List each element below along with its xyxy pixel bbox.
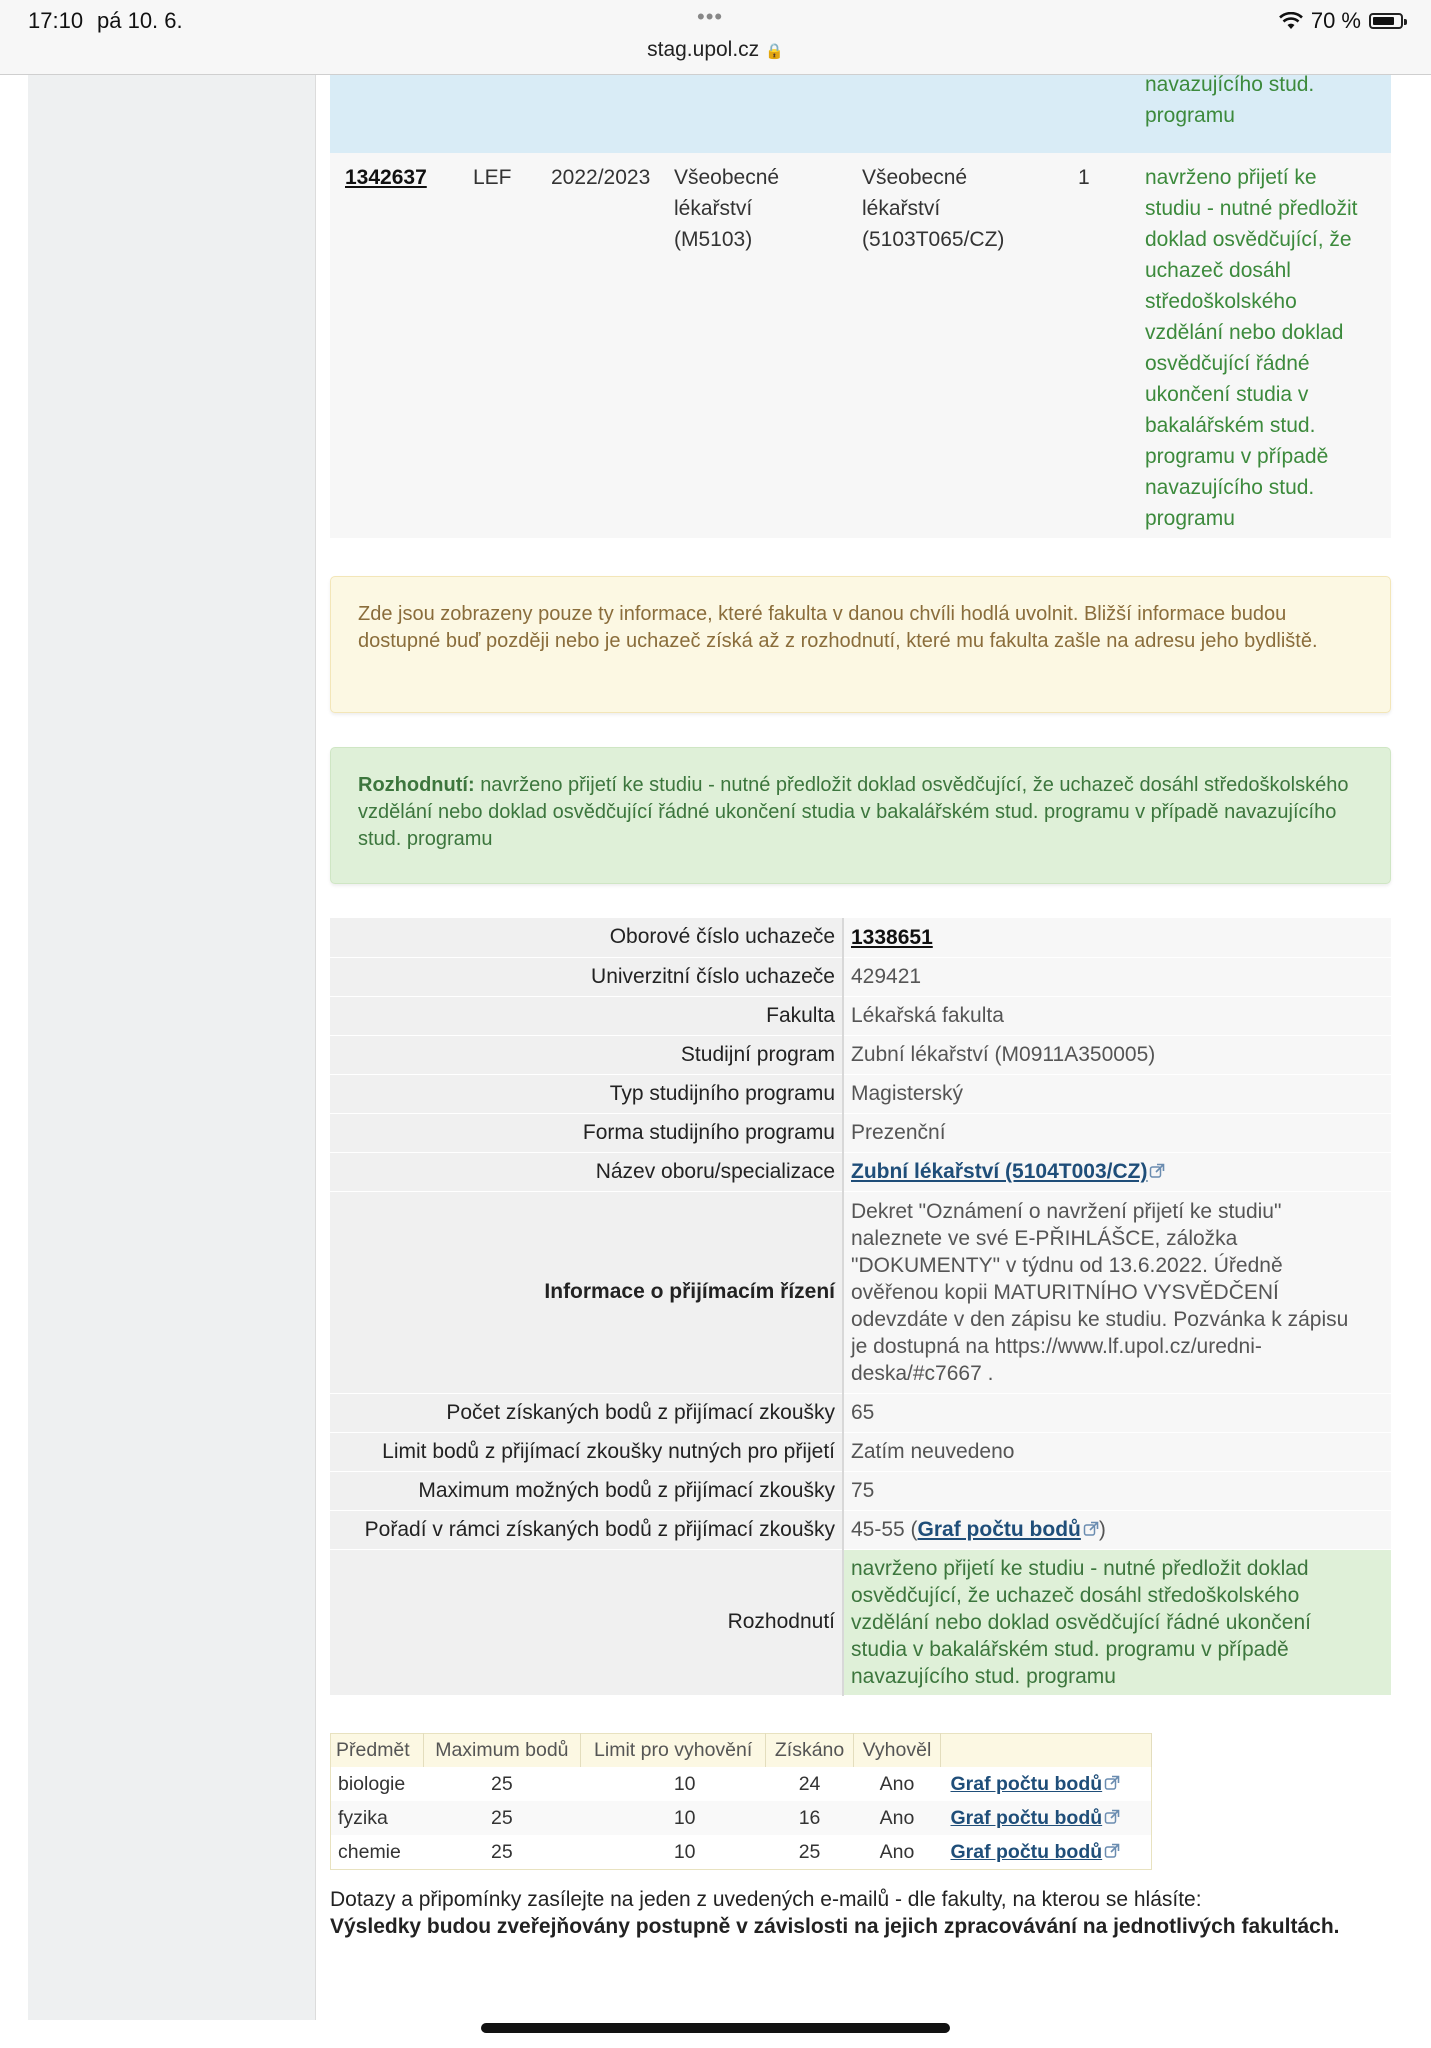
status-bar <box>0 0 1431 75</box>
left-sidebar <box>28 75 316 2020</box>
table-row: chemie 25 10 25 Ano Graf počtu bodů <box>331 1835 1152 1870</box>
table-row: Oborové číslo uchazeče 1338651 <box>330 918 1391 957</box>
info-alert: Zde jsou zobrazeny pouze ty informace, které fakulta v danou chvíli hodlá uvolnit. Bližší informace budou dostupné buď později nebo je uchazeč získá až z rozhodnutí, které mu fakulta zašle na adresu jeho bydliště. <box>330 576 1391 713</box>
priority-cell: 1 <box>1078 166 1090 189</box>
table-row <box>330 75 1391 153</box>
col-graph <box>941 1734 1152 1768</box>
col-subject: Předmět <box>331 1734 424 1768</box>
decision-label: Rozhodnutí: <box>358 774 475 796</box>
table-row: biologie 25 10 24 Ano Graf počtu bodů <box>331 1767 1152 1801</box>
points-graph-link[interactable]: Graf počtu bodů <box>917 1518 1081 1541</box>
table-row: Limit bodů z přijímací zkoušky nutných pro přijetí Zatím neuvedeno <box>330 1432 1391 1471</box>
decision-text: navrženo přijetí ke studiu - nutné předložit doklad osvědčující, že uchazeč dosáhl středoškolského vzdělání nebo doklad osvědčující řádné ukončení studia v bakalářském stud. programu v případě navazujícího stud. programu <box>358 774 1349 850</box>
table-row: Název oboru/specializace Zubní lékařství (5104T003/CZ) <box>330 1152 1391 1191</box>
external-link-icon[interactable] <box>1104 1809 1120 1825</box>
applications-table <box>330 75 1391 538</box>
clock: 17:10 <box>28 8 84 33</box>
subjects-table <box>330 1733 1152 1870</box>
battery-icon <box>1369 13 1403 29</box>
status-cell: navrženo přijetí ke studiu - nutné předložit doklad osvědčující, že uchazeč dosáhl středoškolského vzdělání nebo doklad osvědčující řádné ukončení studia v bakalářském stud. programu v případě navazujícího stud. programu <box>1145 166 1358 530</box>
home-indicator[interactable] <box>481 2023 950 2033</box>
year-cell: 2022/2023 <box>551 166 651 189</box>
footer-results: Výsledky budou zveřejňovány postupně v závislosti na jejich zpracovávání na jednotlivých fakultách. <box>330 1915 1340 1938</box>
col-ok: Vyhověl <box>853 1734 940 1768</box>
field-link[interactable]: Zubní lékařství (5104T003/CZ) <box>851 1160 1148 1183</box>
battery-percent: 70 % <box>1310 8 1361 33</box>
footer-contact: Dotazy a připomínky zasílejte na jeden z uvedených e-mailů - dle fakulty, na kterou se hlásíte: <box>330 1888 1202 1911</box>
url-text: stag.upol.cz <box>647 38 760 61</box>
external-link-icon[interactable] <box>1104 1843 1120 1859</box>
applicant-detail-table <box>330 918 1391 1696</box>
decision-cell: navrženo přijetí ke studiu - nutné předložit doklad osvědčující, že uchazeč dosáhl středoškolského vzdělání nebo doklad osvědčující řádné ukončení studia v bakalářském stud. programu v případě navazujícího stud. programu <box>843 1549 1391 1695</box>
address-bar[interactable] <box>0 38 1431 62</box>
footer-note <box>330 1886 1391 1940</box>
row-status: navazujícího stud. programu <box>1145 73 1315 127</box>
external-link-icon[interactable] <box>1083 1521 1099 1537</box>
graph-link[interactable]: Graf počtu bodů <box>950 1806 1103 1829</box>
applicant-number-link[interactable]: 1338651 <box>851 925 933 949</box>
lock-icon: 🔒 <box>765 43 784 60</box>
graph-link[interactable]: Graf počtu bodů <box>950 1840 1103 1863</box>
wifi-icon <box>1279 12 1303 30</box>
application-number-link[interactable]: 1342637 <box>345 166 427 189</box>
status-icons <box>1279 8 1403 34</box>
table-row: Maximum možných bodů z přijímací zkoušky 75 <box>330 1471 1391 1510</box>
col-got: Získáno <box>766 1734 854 1768</box>
admission-info: Dekret "Oznámení o navržení přijetí ke studiu" naleznete ve své E-PŘIHLÁŠCE, záložka "DOKUMENTY" v týdnu od 13.6.2022. Úředně ověřenou kopii MATURITNÍHO VYSVĚDČENÍ odevzdáte v den zápisu ke studiu. Pozvánka k zápisu je dostupná na https://www.lf.upol.cz/uredni- deska/#c7667 . <box>843 1191 1391 1393</box>
field-cell: Všeobecné lékařství (5103T065/CZ) <box>862 166 1005 251</box>
table-row <box>330 153 1391 538</box>
table-row: Rozhodnutí navrženo přijetí ke studiu - nutné předložit doklad osvědčující, že uchazeč dosáhl středoškolského vzdělání nebo doklad osvědčující řádné ukončení studia v bakalářském stud. programu v případě navazujícího stud. programu <box>330 1549 1391 1695</box>
table-row: Typ studijního programu Magisterský <box>330 1074 1391 1113</box>
table-row: fyzika 25 10 16 Ano Graf počtu bodů <box>331 1801 1152 1835</box>
graph-link[interactable]: Graf počtu bodů <box>950 1772 1103 1795</box>
decision-alert <box>330 747 1391 884</box>
external-link-icon[interactable] <box>1104 1775 1120 1791</box>
date: pá 10. 6. <box>97 8 183 33</box>
col-max: Maximum bodů <box>423 1734 581 1768</box>
table-row: Studijní program Zubní lékařství (M0911A350005) <box>330 1035 1391 1074</box>
table-row: Informace o přijímacím řízení Dekret "Oznámení o navržení přijetí ke studiu" naleznete ve své E-PŘIHLÁŠCE, záložka "DOKUMENTY" v týdnu od 13.6.2022. Úředně ověřenou kopii MATURITNÍHO VYSVĚDČENÍ odevzdáte v den zápisu ke studiu. Pozvánka k zápisu je dostupná na https://www.lf.upol.cz/uredni- deska/#c7667 . <box>330 1191 1391 1393</box>
external-link-icon[interactable] <box>1149 1163 1165 1179</box>
table-row: Pořadí v rámci získaných bodů z přijímací zkoušky 45-55 (Graf počtu bodů ) <box>330 1510 1391 1549</box>
more-dots-icon[interactable]: ••• <box>697 4 724 29</box>
table-row: Univerzitní číslo uchazeče 429421 <box>330 957 1391 996</box>
faculty-cell: LEF <box>473 166 512 189</box>
table-row: Forma studijního programu Prezenční <box>330 1113 1391 1152</box>
table-row: Fakulta Lékařská fakulta <box>330 996 1391 1035</box>
program-cell: Všeobecné lékařství (M5103) <box>674 166 780 251</box>
table-row: Počet získaných bodů z přijímací zkoušky 65 <box>330 1393 1391 1432</box>
col-limit: Limit pro vyhovění <box>581 1734 766 1768</box>
